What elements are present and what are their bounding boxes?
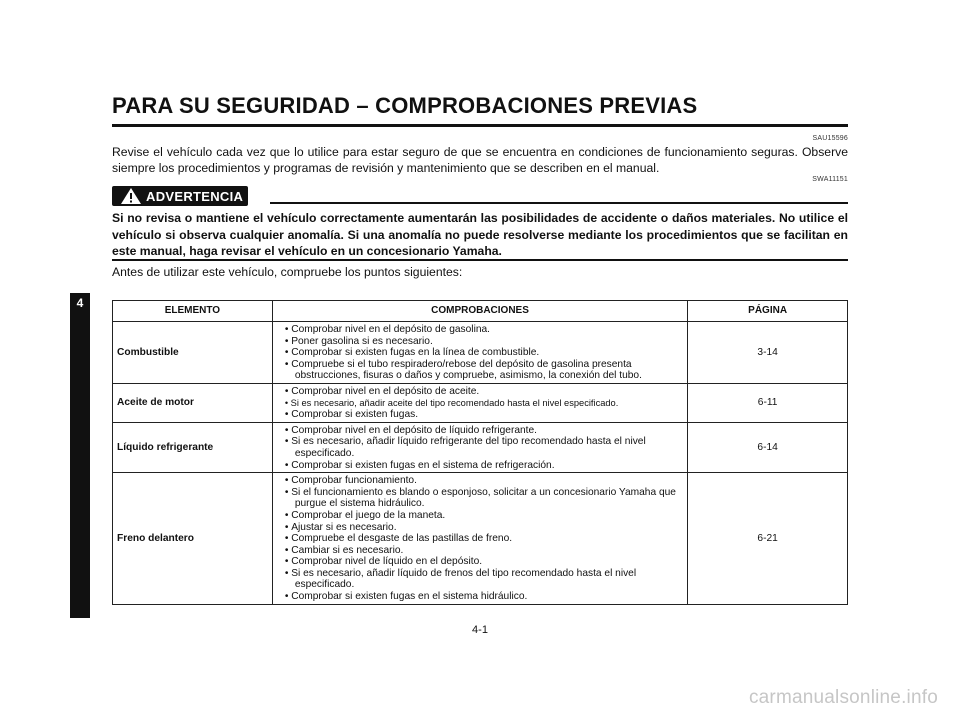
table-row: [113, 322, 848, 384]
row-checks: [272, 383, 687, 422]
check-item: • Comprobar nivel en el depósito de aceite.: [285, 386, 681, 398]
warning-badge: [112, 186, 248, 206]
check-item: • Cambiar si es necesario.: [285, 545, 681, 557]
page-number: 4-1: [472, 624, 488, 636]
header-item: ELEMENTO: [113, 301, 273, 322]
row-checks: [272, 473, 687, 605]
check-item: • Ajustar si es necesario.: [285, 522, 681, 534]
intro-paragraph: Revise el vehículo cada vez que lo utilice para estar seguro de que se encuentra en condiciones de funcionamiento seguras. Observe siempre los procedimientos y programas de revisión y mantenimiento que se describen en el manual.: [112, 145, 848, 175]
row-item: Líquido refrigerante: [113, 422, 273, 472]
check-item: • Comprobar nivel de líquido en el depósito.: [285, 556, 681, 568]
table-row: [113, 422, 848, 472]
table-header-row: [113, 301, 848, 322]
row-page: 6-21: [688, 473, 848, 605]
check-item: • Si es necesario, añadir líquido refrigerante del tipo recomendado hasta el nivel especificado.: [285, 436, 681, 459]
watermark: carmanualsonline.info: [748, 687, 938, 708]
check-item: • Compruebe si el tubo respiradero/rebose del depósito de gasolina presenta obstrucciones, fisuras o daños y compruebe, asimismo, la conexión del tubo.: [285, 359, 681, 382]
check-item: • Compruebe el desgaste de las pastillas de freno.: [285, 533, 681, 545]
check-item: • Comprobar si existen fugas en el sistema de refrigeración.: [285, 460, 681, 472]
pre-table-text: Antes de utilizar este vehículo, compruebe los puntos siguientes:: [112, 265, 463, 279]
section-tab: [70, 293, 90, 618]
row-item: Freno delantero: [113, 473, 273, 605]
title-rule: [112, 124, 848, 127]
table-row: [113, 473, 848, 605]
warning-bottom-rule: [112, 259, 848, 261]
row-checks: [272, 422, 687, 472]
check-item: • Comprobar si existen fugas en la línea de combustible.: [285, 347, 681, 359]
row-page: 6-11: [688, 383, 848, 422]
row-page: 6-14: [688, 422, 848, 472]
check-item: • Si es necesario, añadir líquido de frenos del tipo recomendado hasta el nivel especificado.: [285, 568, 681, 591]
doc-code-intro: SAU15596: [812, 135, 848, 142]
warning-triangle-icon: [120, 187, 142, 205]
section-tab-label: 4: [76, 296, 84, 310]
warning-text: Si no revisa o mantiene el vehículo correctamente aumentarán las posibilidades de accidente o daños materiales. No utilice el vehículo si observa cualquier anomalía. Si una anomalía no puede resolverse mediante los procedimientos que se facilitan en este manual, haga revisar el vehículo en un concesionario Yamaha.: [112, 211, 848, 258]
check-item: • Comprobar nivel en el depósito de gasolina.: [285, 324, 681, 336]
header-page: PÁGINA: [688, 301, 848, 322]
check-item: • Poner gasolina si es necesario.: [285, 336, 681, 348]
doc-code-warning: SWA11151: [812, 176, 848, 183]
check-item: • Comprobar el juego de la maneta.: [285, 510, 681, 522]
row-item: Combustible: [113, 322, 273, 384]
check-item: • Si el funcionamiento es blando o esponjoso, solicitar a un concesionario Yamaha que purgue el sistema hidráulico.: [285, 487, 681, 510]
table-row: [113, 383, 848, 422]
row-checks: [272, 322, 687, 384]
row-page: 3-14: [688, 322, 848, 384]
row-item: Aceite de motor: [113, 383, 273, 422]
warning-label: ADVERTENCIA: [146, 188, 244, 204]
check-item: • Comprobar si existen fugas en el sistema hidráulico.: [285, 591, 681, 603]
checks-table: [112, 300, 848, 605]
check-item: • Comprobar nivel en el depósito de líquido refrigerante.: [285, 425, 681, 437]
page-title: PARA SU SEGURIDAD – COMPROBACIONES PREVIAS: [112, 93, 698, 118]
header-checks: COMPROBACIONES: [272, 301, 687, 322]
warning-rule: [270, 202, 848, 204]
check-item: • Comprobar funcionamiento.: [285, 475, 681, 487]
check-item: • Si es necesario, añadir aceite del tipo recomendado hasta el nivel especificado.: [285, 398, 681, 410]
warning-header: [112, 186, 848, 208]
check-item: • Comprobar si existen fugas.: [285, 409, 681, 421]
